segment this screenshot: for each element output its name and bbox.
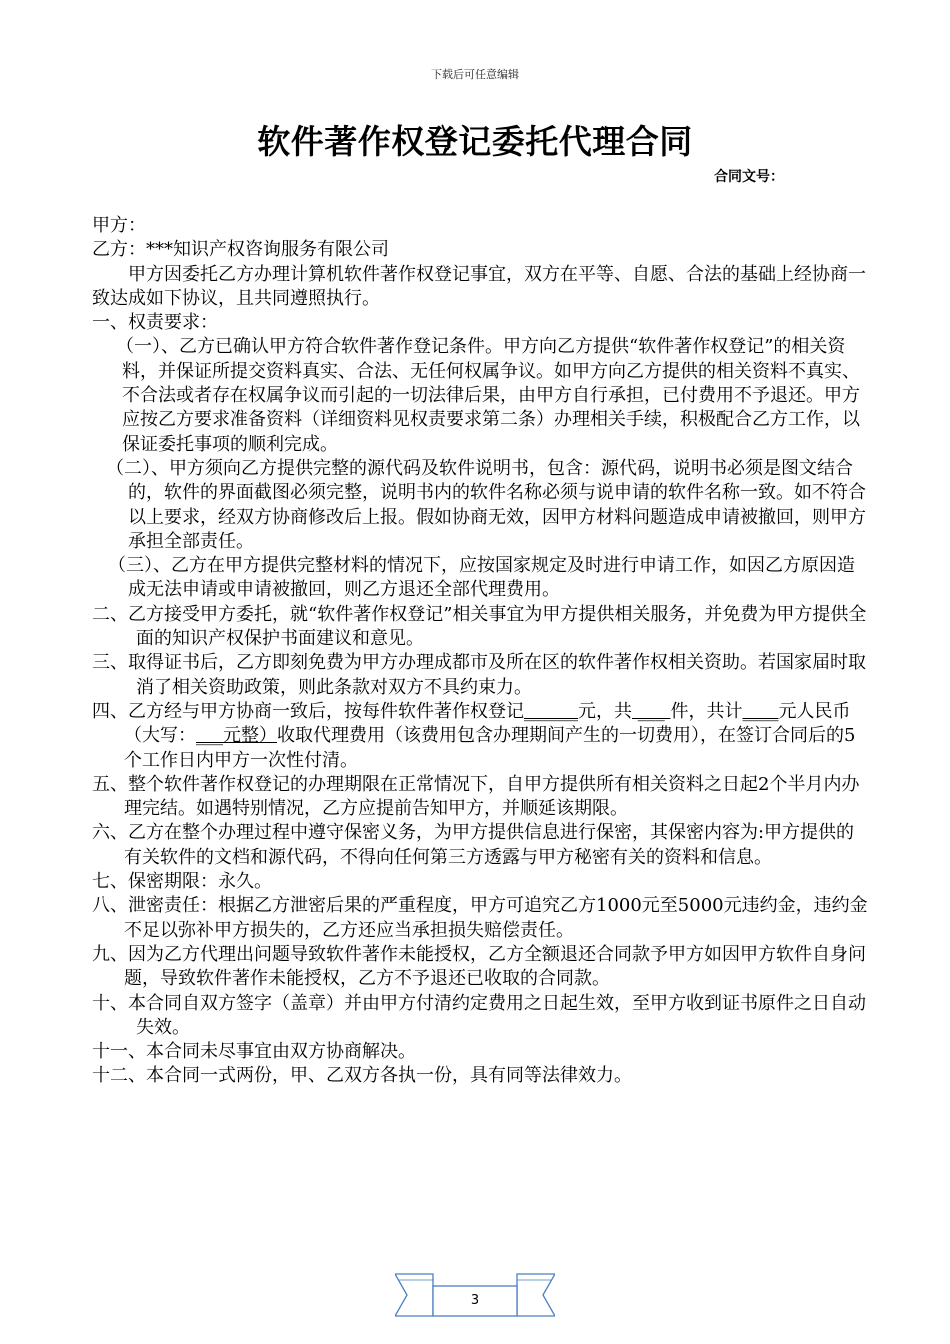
page-header-note: 下载后可任意编辑	[431, 68, 519, 81]
section-4-text-e: 收取代理费用（该费用包含办理期间产生的一切费用），在签订合同后的5个工作日内甲方一次性付清。	[124, 725, 856, 771]
amount-in-words-blank[interactable]: ___元整）	[196, 725, 277, 747]
section-4-text-c: 件，共计	[670, 700, 743, 722]
contract-body	[92, 214, 872, 1089]
section-8: 八、泄密责任：根据乙方泄密后果的严重程度，甲方可追究乙方1000元至5000元违约金，违约金不足以弥补甲方损失的，乙方还应当承担损失赔偿责任。	[92, 895, 868, 941]
intro-paragraph: 甲方因委托乙方办理计算机软件著作权登记事宜，双方在平等、自愿、合法的基础上经协商一致达成如下协议，且共同遵照执行。	[92, 263, 866, 309]
section-1-item-1: （一）、乙方已确认甲方符合软件著作登记条件。甲方向乙方提供“软件著作权登记”的相关资料，并保证所提交资料真实、合法、无任何权属争议。如甲方向乙方提供的相关资料不真实、不合法或者存在权属争议而引起的一切法律后果，由甲方自行承担，已付费用不予退还。甲方应按乙方要求准备资料（详细资料见权责要求第二条）办理相关手续，积极配合乙方工作，以保证委托事项的顺利完成。	[116, 336, 860, 455]
section-1-item-2: （二）、甲方须向乙方提供完整的源代码及软件说明书，包含：源代码，说明书必须是图文结合的，软件的界面截图必须完整，说明书内的软件名称必须与说申请的软件名称一致。如不符合以上要求，经双方协商修改后上报。假如协商无效，因甲方材料问题造成申请被撤回，则甲方承担全部责任。	[106, 457, 866, 552]
party-a: 甲方：	[92, 215, 146, 236]
page-number: 3	[470, 1293, 480, 1308]
fee-per-item-blank[interactable]: ______	[524, 700, 578, 722]
section-1-item-3: （三）、乙方在甲方提供完整材料的情况下，应按国家规定及时进行申请工作，如因乙方原因造成无法申请或申请被撤回，则乙方退还全部代理费用。	[108, 555, 855, 601]
section-6: 六、乙方在整个办理过程中遵守保密义务，为甲方提供信息进行保密，其保密内容为:甲方提供的有关软件的文档和源代码，不得向任何第三方透露与甲方秘密有关的资料和信息。	[92, 822, 855, 868]
total-amount-blank[interactable]: ____	[742, 700, 779, 722]
section-2: 二、乙方接受甲方委托，就“软件著作权登记”相关事宜为甲方提供相关服务，并免费为甲方提供全面的知识产权保护书面建议和意见。	[92, 603, 867, 650]
contract-number-label: 合同文号：	[714, 169, 784, 185]
section-4-text-a: 四、乙方经与甲方协商一致后，按每件软件著作权登记	[92, 700, 524, 722]
section-11: 十一、本合同未尽事宜由双方协商解决。	[92, 1041, 416, 1063]
section-10: 十、本合同自双方签字（盖章）并由甲方付清约定费用之日起生效，至甲方收到证书原件之日自动失效。	[92, 992, 866, 1038]
section-5: 五、整个软件著作权登记的办理期限在正常情况下，自甲方提供所有相关资料之日起2个半月内办理完结。如遇特别情况，乙方应提前告知甲方，并顺延该期限。	[92, 773, 860, 820]
section-4-text-b: 元，共	[578, 700, 632, 722]
section-7: 七、保密期限：永久。	[92, 871, 272, 893]
document-title: 软件著作权登记委托代理合同	[257, 122, 693, 161]
party-b: 乙方：***知识产权咨询服务有限公司	[92, 239, 389, 261]
item-count-blank[interactable]: ___	[632, 700, 671, 722]
section-4-text-d: 元人民币（大写：	[124, 700, 851, 747]
section-1-title: 一、权责要求：	[92, 312, 218, 334]
section-12: 十二、本合同一式两份，甲、乙双方各执一份，具有同等法律效力。	[92, 1065, 632, 1087]
section-4	[92, 700, 872, 773]
section-9: 九、因为乙方代理出问题导致软件著作未能授权，乙方全额退还合同款予甲方如因甲方软件自身问题，导致软件著作未能授权，乙方不予退还已收取的合同款。	[92, 943, 866, 990]
section-3: 三、取得证书后，乙方即刻免费为甲方办理成都市及所在区的软件著作权相关资助。若国家届时取消了相关资助政策，则此条款对双方不具约束力。	[92, 652, 866, 698]
